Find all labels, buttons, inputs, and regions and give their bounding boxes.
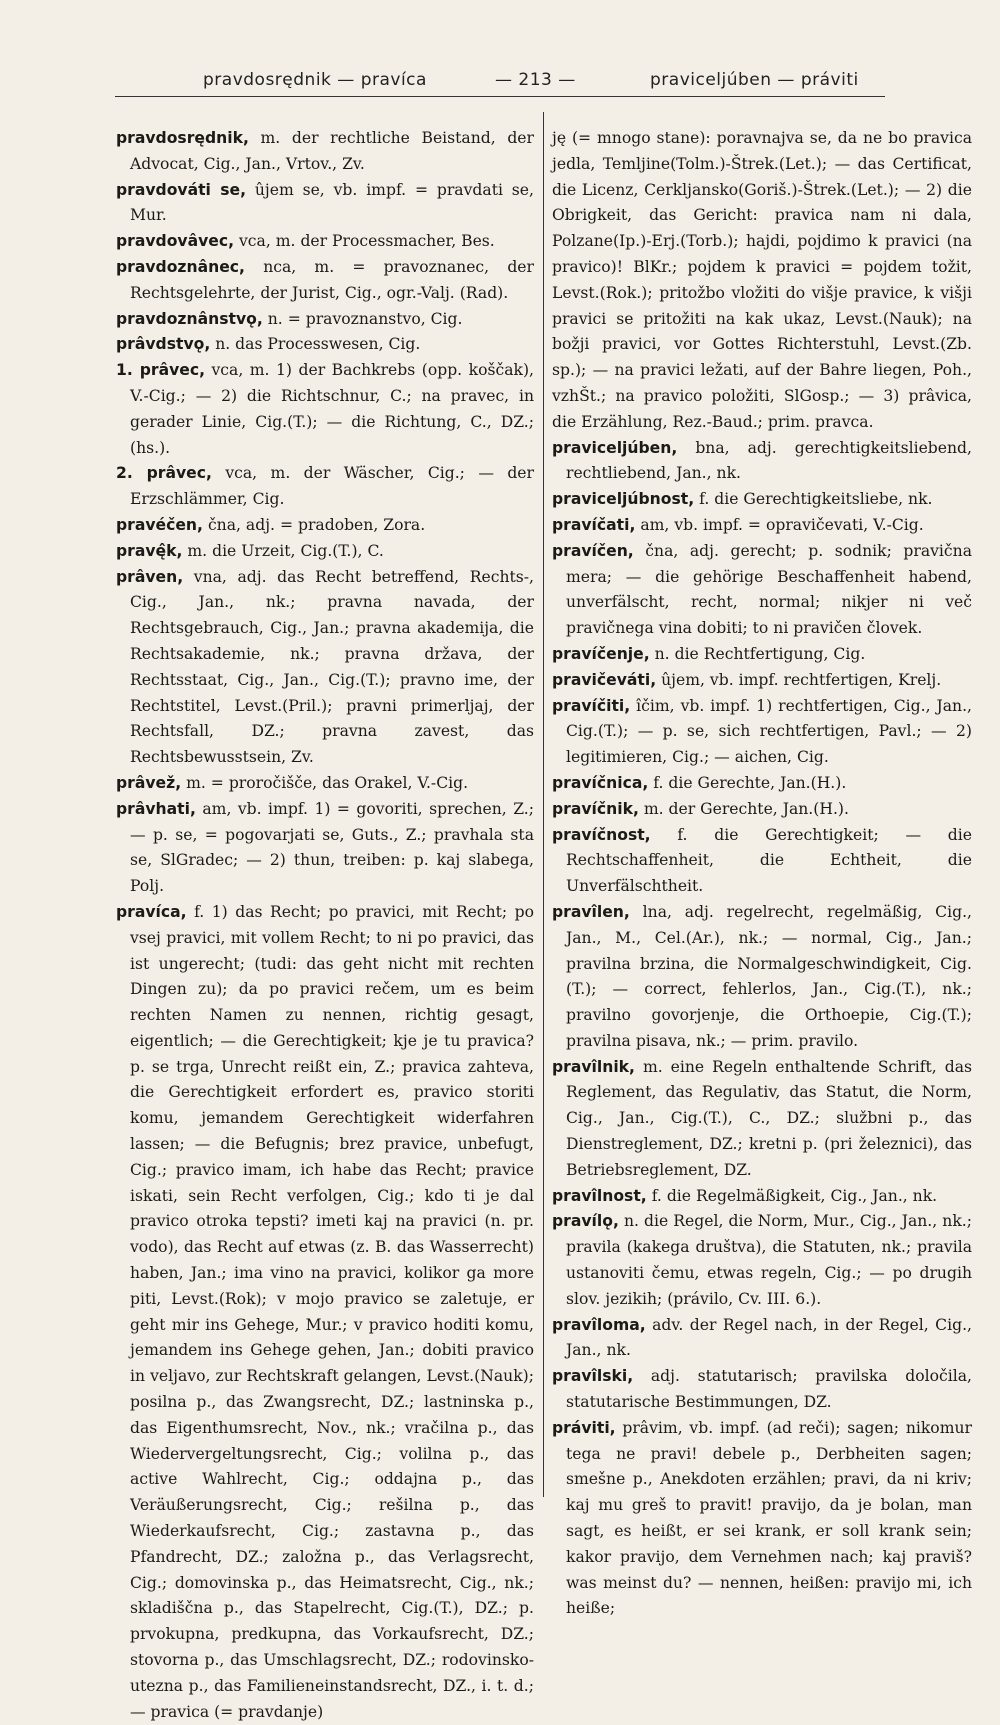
dictionary-entry bbox=[116, 513, 534, 539]
headword: praviceljúbnost, bbox=[552, 490, 695, 509]
definition-text: vca, m. der Processmacher, Bes. bbox=[238, 232, 495, 251]
definition-text: n. die Rechtfertigung, Cig. bbox=[654, 644, 866, 663]
definition-text: n. die Regel, die Norm, Mur., Cig., Jan., nk.; pravila (kakega društva), die Statuten, nk.; pravila ustanoviti čemu, etwas regeln, Cig.; — po drugih slov. jezikih; (právilo, Cv. III. 6.). bbox=[566, 1212, 972, 1308]
headword: pravdovâvec, bbox=[116, 232, 235, 251]
dictionary-entry bbox=[552, 436, 972, 488]
right-column bbox=[552, 126, 972, 1618]
definition-text: vca, m. 1) der Bachkrebs (opp. koščak), V.-Cig.; — 2) die Richtschnur, C.; na pravec, in gerader Linie, Cig.(T.); — die Richtung, C., DZ.; (hs.). bbox=[130, 361, 534, 457]
column-divider bbox=[543, 112, 544, 1497]
dictionary-entry bbox=[116, 229, 534, 255]
definition-text: prâvim, vb. impf. (ad reči); sagen; nikomur tega ne pravi! debele p., Derbheiten sagen; smešne p., Anekdoten erzählen; pravi, da ni kriv; kaj mu greš to pravit! pravijo, da je bolan, man sagt, es heißt, er sei krank, er soll krank sein; kakor pravijo, dem Vernehmen nach; kaj praviš? was meinst du? — nennen, heißen: pravijo mi, ich heiße; bbox=[566, 1418, 972, 1618]
header-rule bbox=[115, 96, 885, 97]
dictionary-entry bbox=[552, 797, 972, 823]
dictionary-entry bbox=[116, 771, 534, 797]
definition-text: bna, adj. gerechtigkeitsliebend, rechtliebend, Jan., nk. bbox=[566, 438, 972, 483]
dictionary-entry bbox=[116, 178, 534, 230]
definition-text: adj. statutarisch; pravilska določila, statutarische Bestimmungen, DZ. bbox=[566, 1367, 972, 1412]
definition-text: f. die Gerechtigkeit; — die Rechtschaffenheit, die Echtheit, die Unverfälschtheit. bbox=[566, 825, 972, 896]
dictionary-entry bbox=[552, 1313, 972, 1365]
definition-text: m. die Urzeit, Cig.(T.), C. bbox=[187, 541, 384, 560]
definition-text: f. die Gerechte, Jan.(H.). bbox=[653, 773, 847, 792]
definition-text: vca, m. der Wäscher, Cig.; — der Erzschlämmer, Cig. bbox=[130, 464, 534, 509]
left-column bbox=[116, 126, 534, 1721]
definition-text: m. = proročišče, das Orakel, V.-Cig. bbox=[186, 773, 469, 792]
definition-text: n. = pravoznanstvo, Cig. bbox=[267, 309, 463, 328]
dictionary-entry bbox=[552, 668, 972, 694]
page-number: — 213 — bbox=[495, 70, 576, 90]
headword: pravîlen, bbox=[552, 902, 630, 921]
definition-text: f. 1) das Recht; po pravici, mit Recht; po vsej pravici, mit vollem Recht; to ni po pravici, das ist ungerecht; (tudi: das geht nicht mit rechten Dingen zu); da po pravici rečem, um es beim rechten Namen zu nennen, richtig gesagt, eigentlich; — die Gerechtigkeit; kje je tu pravica? p. se trga, Unrecht reißt ein, Z.; pravica zahteva, die Gerechtigkeit erfordert es, pravico storiti komu, jemandem Gerechtigkeit widerfahren lassen; — die Befugnis; brez pravice, unbefugt, Cig.; pravico imam, ich habe das Recht; pravice iskati, sein Recht verfolgen, Cig.; kdo ti je dal pravico otroka tepsti? imeti kaj na pravici (n. pr. vodo), das Recht auf etwas (z. B. das Wasserrecht) haben, Jan.; ima vino na pravici, kolikor ga more piti, Levst.(Rok); v mojo pravico se zaletuje, er geht mir ins Gehege, Mur.; v pravico hoditi komu, jemandem ins Gehege gehen, Jan.; dobiti pravico in veljavo, zur Rechtskraft gelangen, Levst.(Nauk); posilna p., das Zwangsrecht, DZ.; lastninska p., das Eigenthumsrecht, Nov., nk.; vračilna p., das Wiedervergeltungsrecht, Cig.; volilna p., das active Wahlrecht, Cig.; oddajna p., das Veräußerungsrecht, Cig.; rešilna p., das Wiederkaufsrecht, Cig.; zastavna p., das Pfandrecht, DZ.; založna p., das Verlagsrecht, Cig.; domovinska p., das Heimatsrecht, Cig., nk.; skladiščna p., das Stapelrecht, Cig.(T.), DZ.; p. prvokupna, predkupna, das Vorkaufsrecht, DZ.; stovorna p., das Umschlagsrecht, DZ.; rodovinsko-utezna p., das Familieneinstandsrecht, DZ., i. t. d.; — pravica (= pravdanje) bbox=[130, 902, 534, 1721]
headword: pravíčnik, bbox=[552, 799, 639, 818]
dictionary-entry bbox=[552, 1364, 972, 1416]
dictionary-entry bbox=[552, 771, 972, 797]
definition-text: m. der rechtliche Beistand, der Advocat, Cig., Jan., Vrtov., Zv. bbox=[130, 129, 534, 173]
headword: pravîlski, bbox=[552, 1367, 634, 1386]
dictionary-entry bbox=[116, 126, 534, 178]
headword: pravičeváti, bbox=[552, 670, 657, 689]
definition-text: ûjem se, vb. impf. = pravdati se, Mur. bbox=[130, 180, 534, 225]
headword: pravíčenje, bbox=[552, 644, 650, 663]
definition-text: am, vb. impf. = opravičevati, V.-Cig. bbox=[640, 515, 924, 534]
dictionary-entry bbox=[552, 694, 972, 771]
definition-text: f. die Gerechtigkeitsliebe, nk. bbox=[699, 490, 933, 509]
dictionary-entry bbox=[552, 487, 972, 513]
dictionary-entry bbox=[552, 642, 972, 668]
dictionary-entry bbox=[116, 565, 534, 771]
headword: 2. prâvec, bbox=[116, 464, 212, 483]
headword: pravę̂k, bbox=[116, 541, 183, 560]
dictionary-entry bbox=[116, 332, 534, 358]
definition-text: čna, adj. gerecht; p. sodnik; pravična mera; — die gehörige Beschaffenheit habend, unverfälscht, recht, normal; nikjer ni več pravičnega vina dobiti; to ni pravičen človek. bbox=[566, 541, 972, 638]
definition-text: n. das Processwesen, Cig. bbox=[215, 335, 421, 354]
dictionary-entry bbox=[552, 513, 972, 539]
dictionary-entry bbox=[552, 823, 972, 900]
headword: pravdoznânstvǫ, bbox=[116, 309, 263, 328]
header-left-guide-words: pravdosrędnik — pravíca bbox=[203, 70, 427, 90]
dictionary-entry bbox=[552, 1184, 972, 1210]
dictionary-entry bbox=[552, 900, 972, 1055]
headword: pravíčati, bbox=[552, 515, 636, 534]
headword: pravíčnica, bbox=[552, 773, 649, 792]
headword: prâvež, bbox=[116, 773, 182, 792]
headword: pravílǫ, bbox=[552, 1212, 619, 1231]
headword: pravíčnost, bbox=[552, 825, 651, 844]
headword: pravíčiti, bbox=[552, 696, 631, 715]
headword: prâvhati, bbox=[116, 799, 196, 818]
dictionary-entry bbox=[552, 1416, 972, 1622]
dictionary-entry bbox=[116, 255, 534, 307]
definition-text: ûjem, vb. impf. rechtfertigen, Krelj. bbox=[661, 670, 942, 689]
headword: prâven, bbox=[116, 567, 184, 586]
dictionary-entry bbox=[116, 307, 534, 333]
dictionary-entry bbox=[116, 461, 534, 513]
definition-text: f. die Regelmäßigkeit, Cig., Jan., nk. bbox=[651, 1186, 938, 1205]
dictionary-entry bbox=[552, 1209, 972, 1312]
definition-text: am, vb. impf. 1) = govoriti, sprechen, Z.; — p. se, = pogovarjati se, Guts., Z.; pravhala sta se, SlGradec; — 2) thun, treiben: p. kaj slabega, Polj. bbox=[130, 799, 534, 896]
definition-text: vna, adj. das Recht betreffend, Rechts-, Cig., Jan., nk.; pravna navada, der Rechtsgebrauch, Cig., Jan.; pravna akademija, die Rechtsakademie, nk.; pravna država, der Rechtsstaat, Cig., Jan., Cig.(T.); pravno ime, der Rechtstitel, Levst.(Pril.); pravni primerljaj, der Rechtsfall, DZ.; pravna zavest, das Rechtsbewusstsein, Zv. bbox=[130, 567, 534, 767]
definition-text: čna, adj. = pradoben, Zora. bbox=[207, 515, 426, 534]
headword: práviti, bbox=[552, 1418, 616, 1437]
dictionary-entry bbox=[552, 1055, 972, 1184]
headword: pravdoznânec, bbox=[116, 257, 245, 276]
definition-text: îčim, vb. impf. 1) rechtfertigen, Cig., Jan., Cig.(T.); — p. se, sich rechtfertigen, Pavl.; — 2) legitimieren, Cig.; — aichen, Cig. bbox=[566, 696, 972, 767]
headword: pravíca, bbox=[116, 902, 187, 921]
header-right-guide-words: praviceljúben — práviti bbox=[650, 70, 859, 90]
definition-text: ję (= mnogo stane): poravnajva se, da ne bo pravica jedla, Temljine(Tolm.)-Štrek.(Let.); — das Certificat, die Licenz, Cerkljansko(Goriš.)-Štrek.(Let.); — 2) die Obrigkeit, das Gericht: pravica nam ni dala, Polzane(Ip.)-Erj.(Torb.); hajdi, pojdimo k pravici (na pravico)! BlKr.; pojdem k pravici = pojdem tožit, Levst.(Rok.); pritožbo vložiti do višje pravice, k višji pravici se pritožiti na kak ukaz, Levst.(Nauk); na božji pravici, vor Gottes Richterstuhl, Levst.(Zb. sp.); — na pravici ležati, auf der Bahre liegen, Poh., vzhŠt.; na pravico položiti, SlGosp.; — 3) prâvica, die Erzählung, Rez.-Baud.; prim. pravca. bbox=[552, 129, 972, 431]
definition-text: nca, m. = pravoznanec, der Rechtsgelehrte, der Jurist, Cig., ogr.-Valj. (Rad). bbox=[130, 257, 534, 302]
headword: 1. prâvec, bbox=[116, 361, 206, 380]
definition-text: adv. der Regel nach, in der Regel, Cig., Jan., nk. bbox=[566, 1315, 972, 1360]
headword: pravdosrędnik, bbox=[116, 129, 249, 147]
definition-text: m. eine Regeln enthaltende Schrift, das Reglement, das Regulativ, das Statut, die Norm, Cig., Jan., Cig.(T.), C., DZ.; službni p., das Dienstreglement, DZ.; kretni p. (pri železnici), das Betriebsreglement, DZ. bbox=[566, 1057, 972, 1179]
headword: pravîlnost, bbox=[552, 1186, 647, 1205]
headword: prâvdstvǫ, bbox=[116, 335, 211, 354]
headword: pravdováti se, bbox=[116, 180, 246, 199]
running-header bbox=[115, 66, 885, 98]
dictionary-entry bbox=[116, 900, 534, 1725]
dictionary-entry bbox=[552, 126, 972, 436]
headword: pravíčen, bbox=[552, 541, 634, 560]
headword: pravîlnik, bbox=[552, 1057, 635, 1076]
headword: praviceljúben, bbox=[552, 438, 678, 457]
definition-text: m. der Gerechte, Jan.(H.). bbox=[643, 799, 849, 818]
dictionary-entry bbox=[116, 797, 534, 900]
headword: pravîloma, bbox=[552, 1315, 646, 1334]
dictionary-entry bbox=[552, 539, 972, 642]
dictionary-entry bbox=[116, 539, 534, 565]
definition-text: lna, adj. regelrecht, regelmäßig, Cig., Jan., M., Cel.(Ar.), nk.; — normal, Cig., Jan.; pravilna brzina, die Normalgeschwindigkeit, Cig.(T.); — correct, fehlerlos, Jan., Cig.(T.), nk.; pravilno govorjenje, die Orthoepie, Cig.(T.); pravilna pisava, nk.; — prim. pravilo. bbox=[566, 902, 972, 1050]
dictionary-entry bbox=[116, 358, 534, 461]
headword: pravéčen, bbox=[116, 515, 203, 534]
